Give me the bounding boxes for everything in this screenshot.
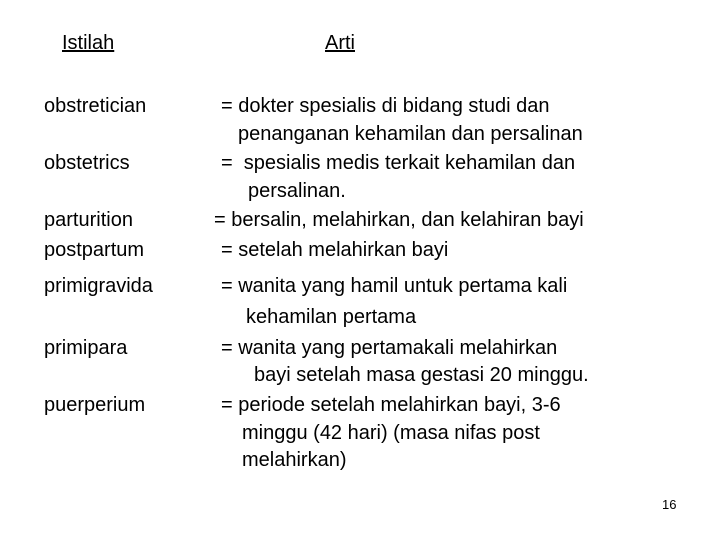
meaning-line: penanganan kehamilan dan persalinan — [238, 123, 583, 145]
term-puerperium: puerperium — [44, 394, 146, 416]
term-primipara: primipara — [44, 337, 128, 359]
term-postpartum: postpartum — [44, 239, 145, 261]
term-obstetrics: obstetrics — [44, 152, 130, 174]
meaning-line: persalinan. — [248, 180, 346, 202]
meaning-line: = spesialis medis terkait kehamilan dan — [221, 152, 576, 174]
meaning-line: = bersalin, melahirkan, dan kelahiran bayi — [214, 209, 584, 231]
meaning-line: bayi setelah masa gestasi 20 minggu. — [254, 364, 589, 386]
term-primigravida: primigravida — [44, 275, 153, 297]
meaning-line: = wanita yang pertamakali melahirkan — [221, 337, 558, 359]
term-obstretician: obstretician — [44, 95, 147, 117]
meaning-line: kehamilan pertama — [246, 306, 417, 328]
meaning-line: melahirkan) — [242, 449, 347, 471]
meaning-line: = wanita yang hamil untuk pertama kali — [221, 275, 568, 297]
header-term: Istilah — [62, 32, 115, 54]
meaning-line: = periode setelah melahirkan bayi, 3-6 — [221, 394, 561, 416]
meaning-line: = dokter spesialis di bidang studi dan — [221, 95, 550, 117]
header-meaning: Arti — [325, 32, 355, 54]
term-parturition: parturition — [44, 209, 133, 231]
page-number: 16 — [662, 497, 677, 512]
meaning-line: minggu (42 hari) (masa nifas post — [242, 422, 540, 444]
meaning-line: = setelah melahirkan bayi — [221, 239, 449, 261]
